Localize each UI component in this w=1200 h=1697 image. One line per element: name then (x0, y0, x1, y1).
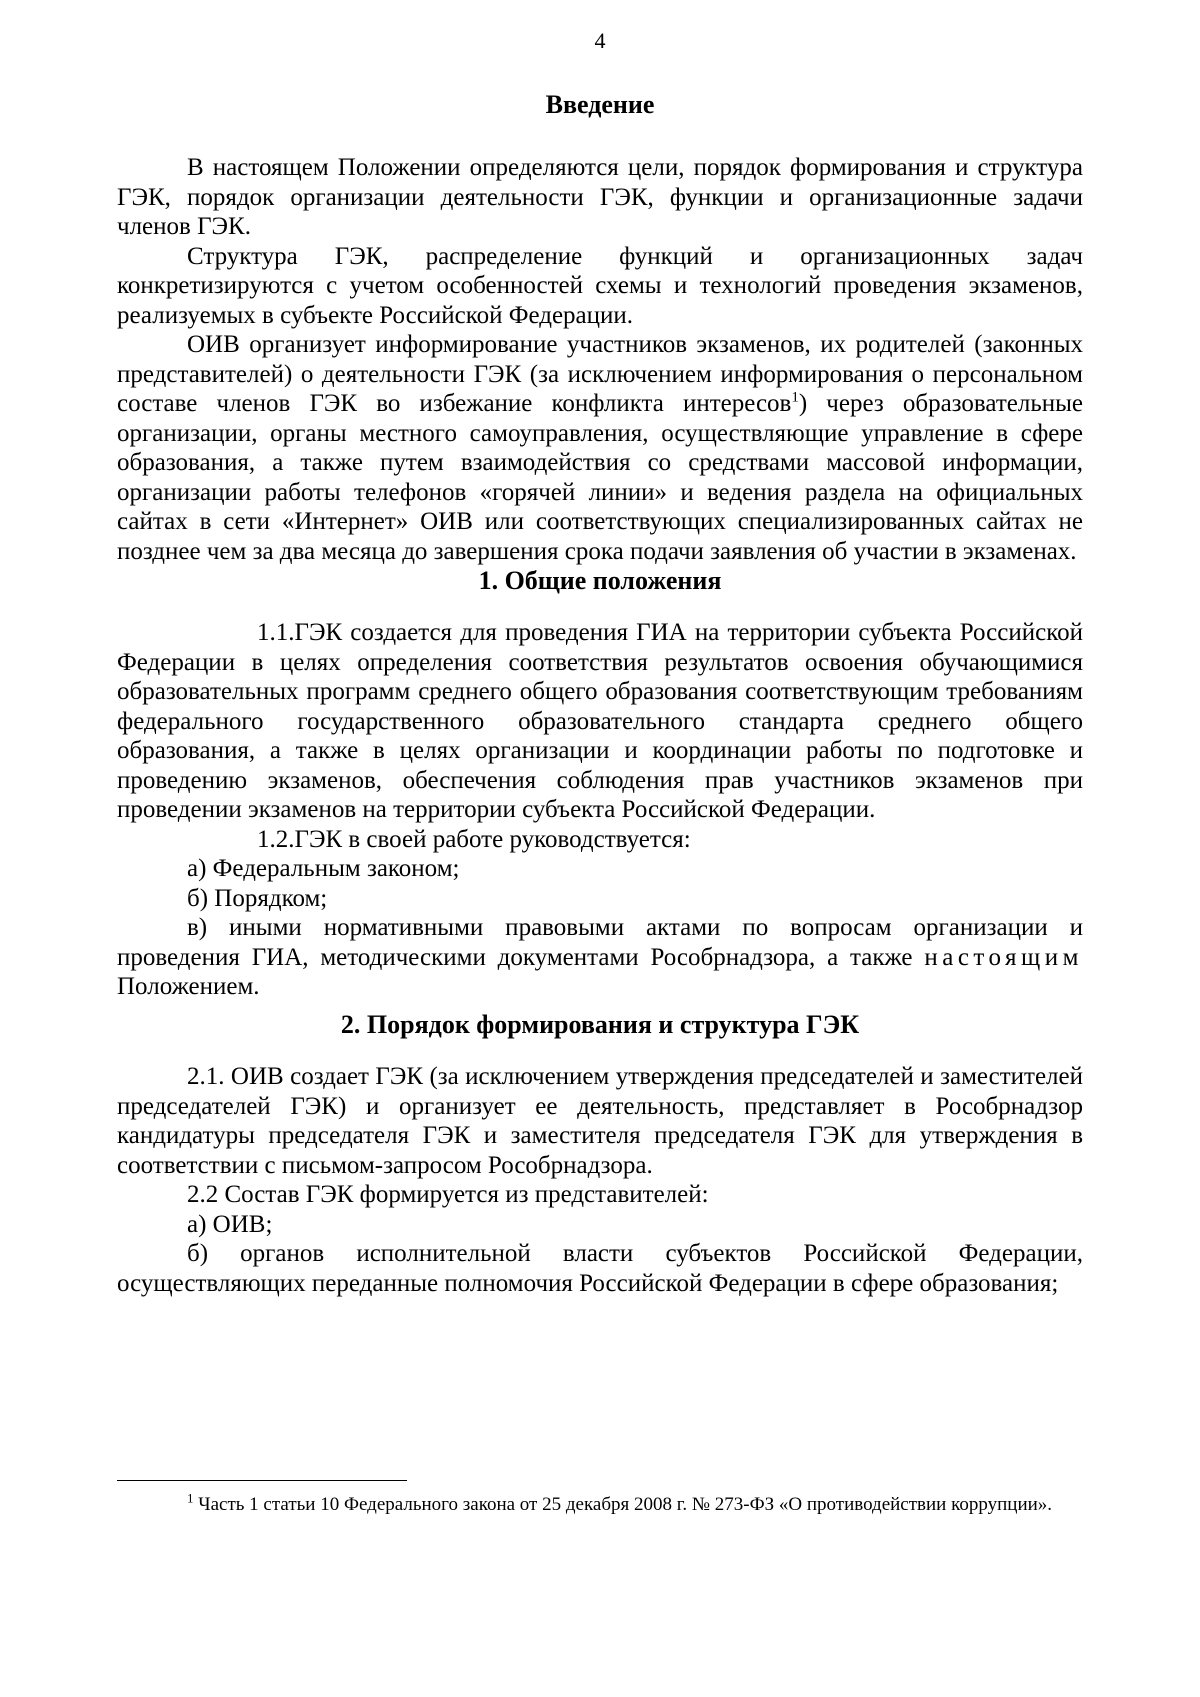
clause-1-2 (117, 825, 1083, 855)
list-item-b: б) органов исполнительной власти субъектов Российской Федерации, осуществляющих переданные полномочия Российской Федерации в сфере образования; (117, 1240, 1083, 1297)
clause-1-2-number: 1.2. (257, 825, 295, 853)
section-2-title: 2. Порядок формирования и структура ГЭК (340, 1010, 860, 1039)
clause-1-1 (117, 618, 1083, 825)
intro-title: Введение (545, 90, 655, 119)
section-1 (117, 618, 1083, 1002)
list-item-a: а) Федеральным законом; (187, 855, 460, 882)
clause-2-2: 2.2 Состав ГЭК формируется из представителей: (187, 1181, 709, 1208)
intro-paragraph-3-end: ) через образовательные организации, органы местного самоуправления, осуществляющие управление в сфере образования, а также путем взаимодействия со средствами массовой информации, организации работы телефонов «горячей линии» и ведения раздела на официальных сайтах в сети «Интернет» ОИВ или соответствующих специализированных сайтах не позднее чем за два месяца до завершения срока подачи заявления об участии в экзаменах. (117, 390, 1083, 565)
footnote-text: Часть 1 статьи 10 Федерального закона от 25 декабря 2008 г. № 273-ФЗ «О противодействии коррупции». (193, 1494, 1053, 1515)
intro-section (117, 153, 1083, 566)
clause-2-1: 2.1. ОИВ создает ГЭК (за исключением утверждения председателей и заместителей председателей ГЭК) и организует ее деятельность, представляет в Рособрнадзор кандидатуры председателя ГЭК и заместителя председателя ГЭК для утверждения в соответствии с письмом-запросом Рособрнадзора. (117, 1063, 1083, 1179)
clause-1-1-text: ГЭК создается для проведения ГИА на территории субъекта Российской Федерации в целях определения соответствия результатов освоения обучающимися образовательных программ среднего общего образования соответствующим требованиям федерального государственного образовательного стандарта среднего общего образования, а также в целях организации и координации работы по подготовке и проведению экзаменов, обеспечения соблюдения прав участников экзаменов при проведении экзаменов на территории субъекта Российской Федерации. (117, 619, 1083, 823)
footnote-reference[interactable]: 1 (791, 389, 799, 406)
page-number: 4 (594, 28, 606, 53)
clause-1-2-text: ГЭК в своей работе руководствуется: (294, 825, 691, 853)
section-2 (117, 1062, 1083, 1298)
intro-paragraph-2: Структура ГЭК, распределение функций и организационных задач конкретизируются с учетом особенностей схемы и технологий проведения экзаменов, реализуемых в субъекте Российской Федерации. (117, 242, 1083, 329)
intro-paragraph-1: В настоящем Положении определяются цели, порядок формирования и структура ГЭК, порядок организации деятельности ГЭК, функции и организационные задачи членов ГЭК. (117, 154, 1083, 240)
list-item-c-end: Положением. (117, 973, 260, 1000)
intro-paragraph-3-start: ОИВ организует информирование участников экзаменов, их родителей (законных представителей) о деятельности ГЭК (за исключением информирования о персональном составе членов ГЭК во избежание конфликта интересов (117, 331, 1083, 417)
footnote (117, 1492, 1083, 1518)
list-item-a: а) ОИВ; (187, 1210, 273, 1238)
footnote-mark: 1 (187, 1490, 194, 1506)
footnote-separator (117, 1480, 407, 1481)
section-1-title: 1. Общие положения (478, 566, 722, 595)
intro-paragraph-3 (117, 330, 1083, 566)
list-item-b: б) Порядком; (187, 884, 328, 912)
list-item-c (117, 913, 1083, 1002)
list-item-c-spaced-word: настоящим (924, 943, 1083, 971)
list-item-c-text: в) иными нормативными правовыми актами по вопросам организации и проведения ГИА, методическими документами Рособрнадзора, а также (117, 914, 1083, 971)
clause-1-1-number: 1.1. (257, 619, 295, 646)
